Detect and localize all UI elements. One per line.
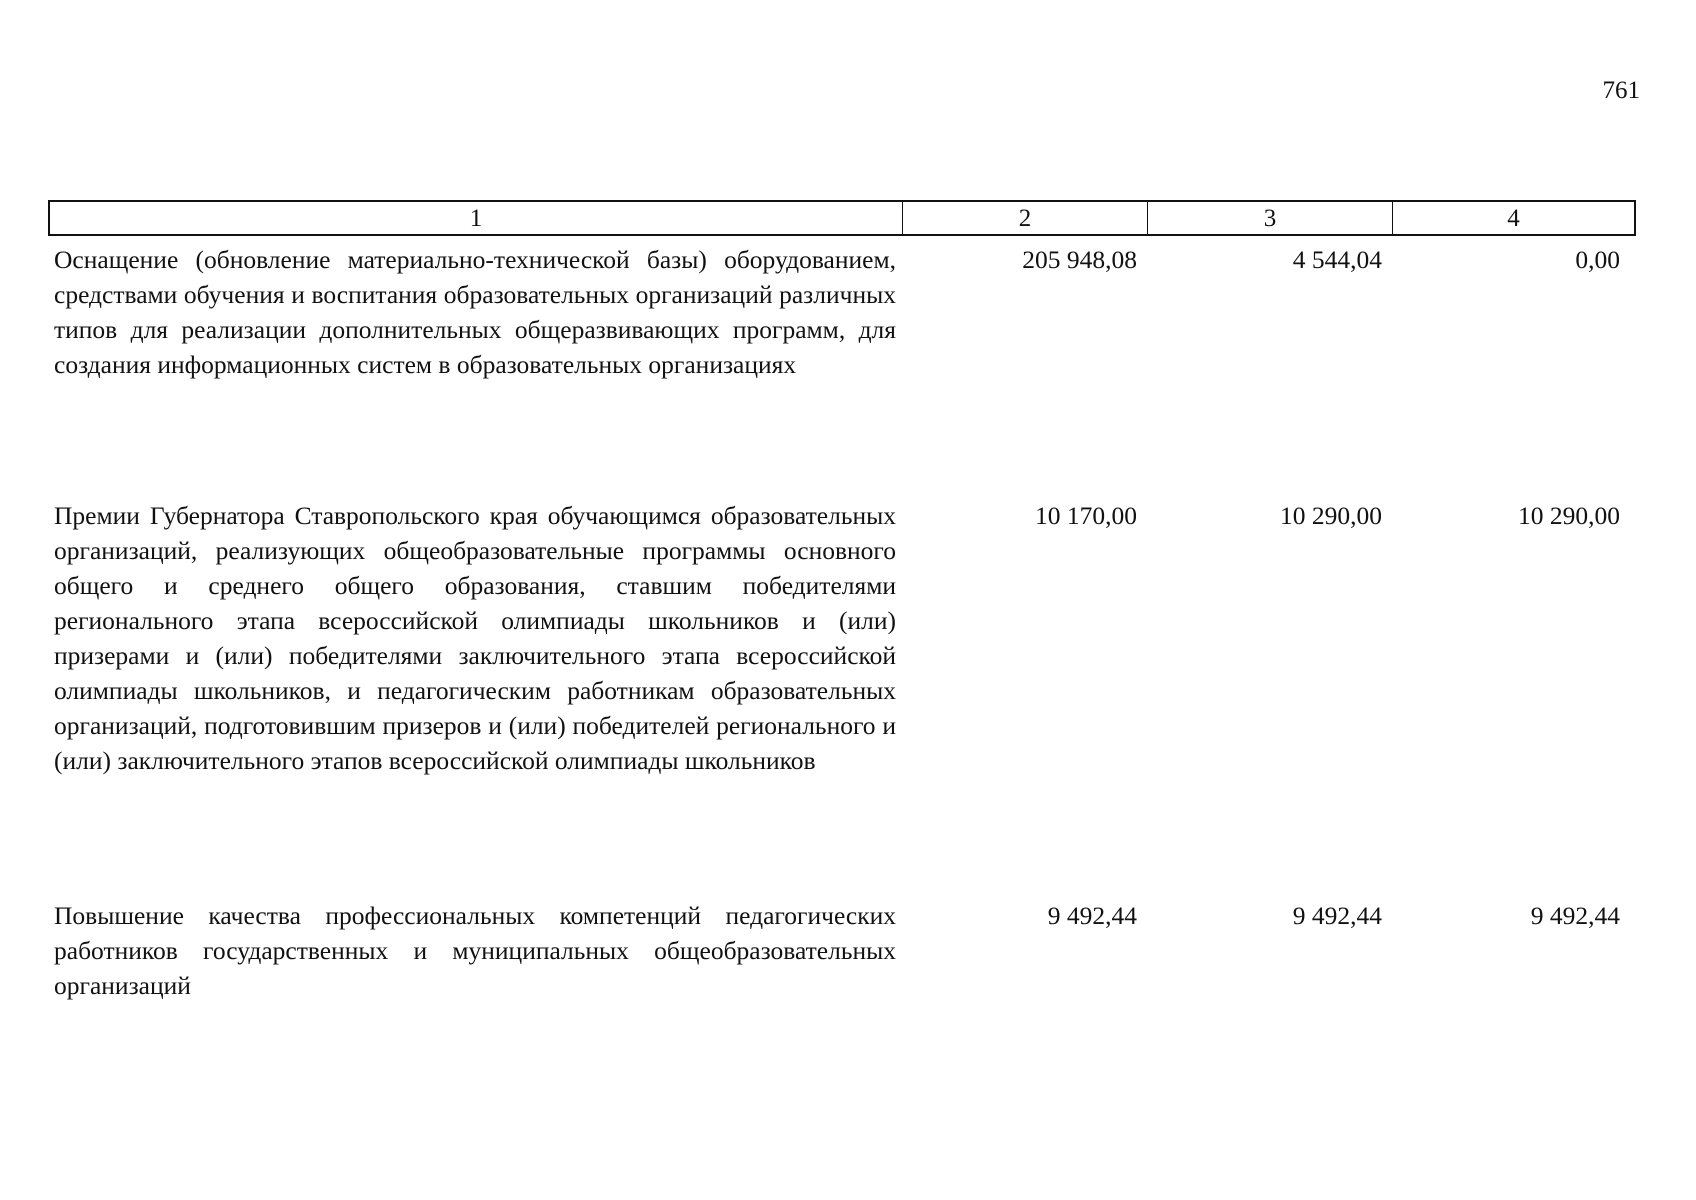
row-value-col2: 10 170,00	[1035, 501, 1137, 530]
table-row	[48, 898, 1636, 1003]
table-row	[48, 498, 1636, 778]
row-value-col2: 205 948,08	[1022, 245, 1137, 274]
table-header-row	[48, 200, 1636, 236]
budget-table	[48, 200, 1636, 1000]
row-value-col4: 10 290,00	[1518, 501, 1620, 530]
column-header-3: 3	[1147, 202, 1392, 234]
row-value-col4: 0,00	[1575, 245, 1620, 274]
row-value-col3: 4 544,04	[1292, 245, 1382, 274]
row-description: Повышение качества профессиональных компетенций педагогических работников государственных и муниципальных общеобразовательных организаций	[54, 901, 896, 1000]
row-value-col2: 9 492,44	[1047, 901, 1137, 930]
row-description: Премии Губернатора Ставропольского края обучающимся образовательных организаций, реализующих общеобразовательные программы основного общего и среднего общего образования, ставшим победителями регионального этапа всероссийской олимпиады школьников и (или) призерами и (или) победителями заключительного этапа всероссийской олимпиады школьников, и педагогическим работникам образовательных организаций, подготовившим призеров и (или) победителей регионального и (или) заключительного этапов всероссийской олимпиады школьников	[54, 501, 896, 775]
column-header-1: 1	[469, 205, 483, 232]
row-description: Оснащение (обновление материально-технической базы) оборудованием, средствами обучения и воспитания образовательных организаций различных типов для реализации дополнительных общеразвивающих программ, для создания информационных систем в образовательных организациях	[54, 245, 896, 379]
row-value-col3: 10 290,00	[1280, 501, 1382, 530]
row-value-col3: 9 492,44	[1292, 901, 1382, 930]
table-row	[48, 242, 1636, 382]
column-header-4: 4	[1392, 202, 1634, 234]
row-value-col4: 9 492,44	[1530, 901, 1620, 930]
page-number: 761	[1602, 77, 1640, 104]
column-header-2: 2	[902, 202, 1147, 234]
